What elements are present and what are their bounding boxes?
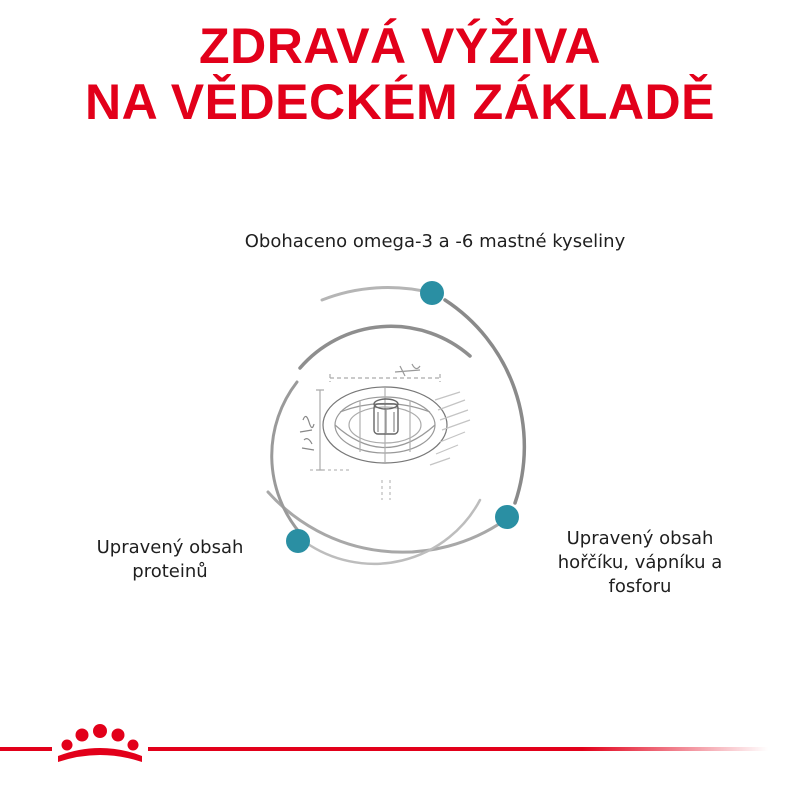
outer-arc [322,288,432,300]
accent-dot-top [420,281,444,305]
headline-line-1: ZDRAVÁ VÝŽIVA [199,18,601,74]
kibble-sketch-icon [300,364,470,500]
feature-minerals-line-3: fosforu [608,576,672,597]
feature-minerals-line-1: Upravený obsah [566,528,714,549]
headline-line-2: NA VĚDECKÉM ZÁKLADĚ [85,74,715,130]
footer-divider-right [148,747,768,751]
inner-arc-left [272,382,300,533]
accent-dot-left [286,529,310,553]
feature-omega-line-1: Obohaceno omega-3 a -6 mastné kyseliny [244,231,626,252]
feature-protein-line-2: proteinů [132,561,208,582]
inner-arc-top [300,326,470,368]
feature-protein-line-1: Upravený obsah [96,537,244,558]
inner-arc-bottom [305,500,480,564]
outer-arc-right [445,300,524,503]
feature-minerals-line-2: hořčíku, vápníku a [557,552,723,573]
accent-dot-right [495,505,519,529]
footer-divider [0,747,800,751]
footer-divider-left [0,747,52,751]
royal-crown-logo [58,724,142,762]
